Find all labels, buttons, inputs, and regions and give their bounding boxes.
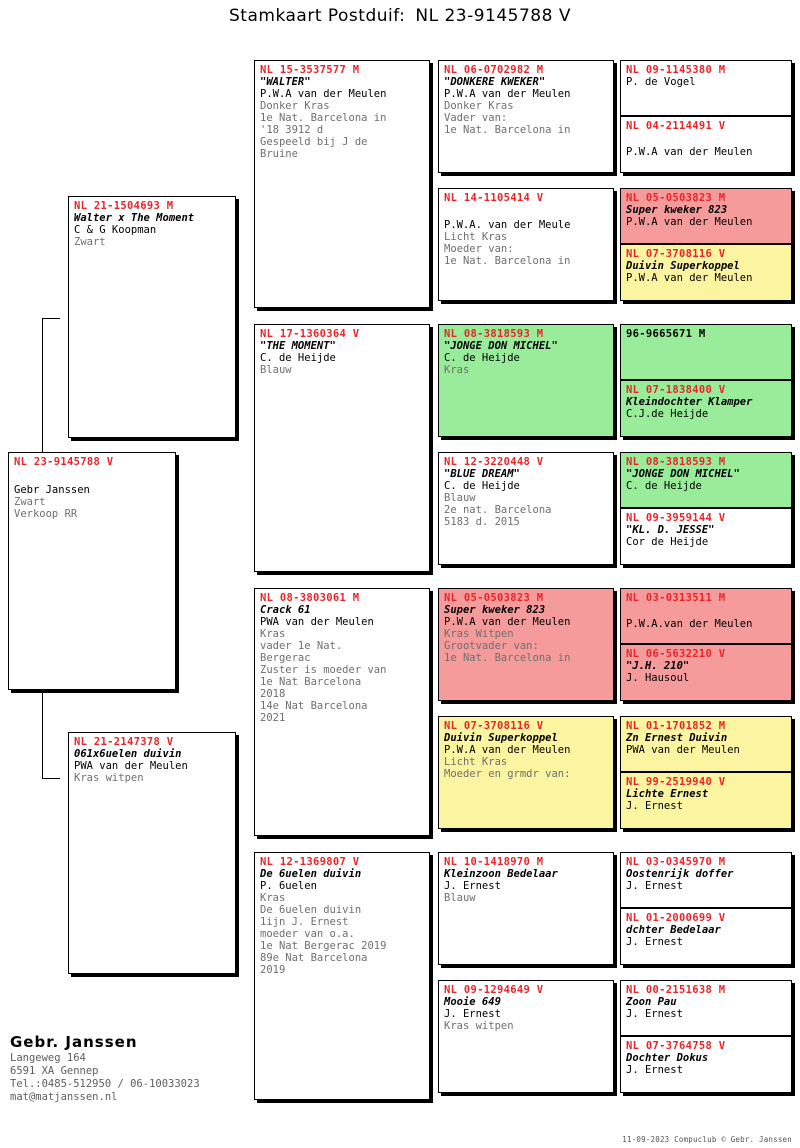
credit-line: 11-09-2023 Compuclub © Gebr. Janssen: [622, 1135, 792, 1144]
gen1-dam-line-1: Kras witpen: [74, 772, 144, 784]
gen2-3-line-2: De 6uelen duivin: [260, 904, 362, 916]
gen1-dam-ring: NL 21-2147378 V: [74, 736, 174, 748]
gen4-4-bottom-line-0: J. Hausoul: [626, 672, 690, 684]
gen4-5-bottom-ring: NL 99-2519940 V: [626, 776, 726, 788]
gen4-1-top-line-0: P.W.A van der Meulen: [626, 216, 753, 228]
subject-line-1: Zwart: [14, 496, 46, 508]
gen4-7-top-line-0: J. Ernest: [626, 1008, 683, 1020]
connector: [42, 778, 60, 779]
gen4-box-3-top: [620, 452, 792, 508]
gen4-2-bottom-line-0: C.J.de Heijde: [626, 408, 709, 420]
gen2-3-line-3: 1ijn J. Ernest: [260, 916, 349, 928]
gen4-5-bottom-name: Lichte Ernest: [626, 788, 709, 800]
gen3-0-line-3: 1e Nat. Barcelona in: [444, 124, 571, 136]
gen4-1-top-ring: NL 05-0503823 M: [626, 192, 726, 204]
gen4-0-top-line-0: P. de Vogel: [626, 76, 696, 88]
gen4-2-top-ring: 96-9665671 M: [626, 328, 706, 340]
gen4-box-2-bottom: [620, 380, 792, 437]
footer-line-0: Langeweg 164: [10, 1052, 86, 1064]
gen3-6-line-1: Blauw: [444, 892, 476, 904]
footer-line-2: Tel.:0485-512950 / 06-10033023: [10, 1078, 200, 1090]
gen4-box-3-bottom: [620, 508, 792, 565]
gen2-0-name: "WALTER": [260, 76, 311, 88]
gen3-3-name: "BLUE DREAM": [444, 468, 520, 480]
gen3-1-line-3: 1e Nat. Barcelona in: [444, 255, 571, 267]
gen3-box-7: [438, 980, 614, 1093]
gen3-7-line-1: Kras witpen: [444, 1020, 514, 1032]
gen4-box-6-bottom: [620, 908, 792, 965]
gen4-4-top-line-0: P.W.A.van der Meulen: [626, 618, 753, 630]
gen2-box-2: [254, 588, 430, 836]
gen4-5-bottom-line-0: J. Ernest: [626, 800, 683, 812]
gen3-0-line-2: Vader van:: [444, 112, 508, 124]
gen2-2-line-0: PWA van der Meulen: [260, 616, 374, 628]
gen2-1-line-1: Blauw: [260, 364, 292, 376]
gen2-box-3: [254, 852, 430, 1100]
gen2-2-ring: NL 08-3803061 M: [260, 592, 360, 604]
gen2-2-line-7: 14e Nat Barcelona: [260, 700, 368, 712]
gen4-1-bottom-ring: NL 07-3708116 V: [626, 248, 726, 260]
gen4-2-bottom-name: Kleindochter Klamper: [626, 396, 753, 408]
gen2-3-line-7: 2019: [260, 964, 286, 976]
gen4-box-1-bottom: [620, 244, 792, 301]
gen3-box-0: [438, 60, 614, 173]
subject-line-2: Verkoop RR: [14, 508, 78, 520]
gen4-0-top-ring: NL 09-1145380 M: [626, 64, 726, 76]
gen3-box-3: [438, 452, 614, 565]
gen3-3-line-1: Blauw: [444, 492, 476, 504]
gen4-1-top-name: Super kweker 823: [626, 204, 728, 216]
gen3-1-ring: NL 14-1105414 V: [444, 192, 544, 204]
gen2-0-line-1: Donker Kras: [260, 100, 330, 112]
gen4-box-7-top: [620, 980, 792, 1036]
gen2-3-line-1: Kras: [260, 892, 286, 904]
gen4-3-bottom-ring: NL 09-3959144 V: [626, 512, 726, 524]
gen3-2-ring: NL 08-3818593 M: [444, 328, 544, 340]
gen4-4-bottom-name: "J.H. 210": [626, 660, 690, 672]
gen1-box-dam: [68, 732, 236, 974]
gen3-box-1: [438, 188, 614, 301]
gen3-0-line-0: P.W.A van der Meulen: [444, 88, 571, 100]
gen3-2-line-0: C. de Heijde: [444, 352, 520, 364]
gen4-4-top-ring: NL 03-0313511 M: [626, 592, 726, 604]
subject-line-0: Gebr Janssen: [14, 484, 90, 496]
gen4-7-bottom-ring: NL 07-3764758 V: [626, 1040, 726, 1052]
page-title: [0, 6, 800, 26]
gen4-3-top-line-0: C. de Heijde: [626, 480, 702, 492]
gen3-0-name: "DONKERE KWEKER": [444, 76, 546, 88]
subject-box: [8, 452, 176, 690]
gen4-6-bottom-line-0: J. Ernest: [626, 936, 683, 948]
gen1-box-sire: [68, 196, 236, 438]
gen4-0-bottom-line-0: P.W.A van der Meulen: [626, 146, 753, 158]
gen4-7-bottom-name: Dochter Dokus: [626, 1052, 709, 1064]
gen1-dam-name: 061x6uelen duivin: [74, 748, 182, 760]
gen3-3-line-3: 5183 d. 2015: [444, 516, 520, 528]
gen3-4-line-2: Grootvader van:: [444, 640, 539, 652]
gen3-1-line-0: P.W.A. van der Meule: [444, 219, 571, 231]
gen4-box-4-bottom: [620, 644, 792, 701]
gen3-1-line-2: Moeder van:: [444, 243, 514, 255]
gen2-3-line-6: 89e Nat Barcelona: [260, 952, 368, 964]
gen4-box-5-top: [620, 716, 792, 772]
gen1-sire-name: Walter x The Moment: [74, 212, 195, 224]
gen3-box-4: [438, 588, 614, 701]
gen3-6-name: Kleinzoon Bedelaar: [444, 868, 558, 880]
gen4-1-bottom-line-0: P.W.A van der Meulen: [626, 272, 753, 284]
gen2-3-ring: NL 12-1369807 V: [260, 856, 360, 868]
gen3-0-line-1: Donker Kras: [444, 100, 514, 112]
page-title-prefix: Stamkaart Postduif:: [229, 6, 406, 26]
gen3-4-ring: NL 05-0503823 M: [444, 592, 544, 604]
gen3-box-2: [438, 324, 614, 437]
gen3-5-line-2: Moeder en grmdr van:: [444, 768, 571, 780]
gen3-5-line-0: P.W.A van der Meulen: [444, 744, 571, 756]
gen1-dam-line-0: PWA van der Meulen: [74, 760, 188, 772]
gen2-1-name: "THE MOMENT": [260, 340, 336, 352]
gen4-0-bottom-ring: NL 04-2114491 V: [626, 120, 726, 132]
gen2-2-name: Crack 61: [260, 604, 311, 616]
gen4-box-6-top: [620, 852, 792, 908]
footer-line-1: 6591 XA Gennep: [10, 1065, 99, 1077]
gen2-3-line-0: P. 6uelen: [260, 880, 317, 892]
gen4-3-bottom-name: "KL. D. JESSE": [626, 524, 715, 536]
gen3-box-5: [438, 716, 614, 829]
gen3-6-ring: NL 10-1418970 M: [444, 856, 544, 868]
gen3-2-name: "JONGE DON MICHEL": [444, 340, 558, 352]
gen4-box-7-bottom: [620, 1036, 792, 1093]
gen3-0-ring: NL 06-0702982 M: [444, 64, 544, 76]
gen3-6-line-0: J. Ernest: [444, 880, 501, 892]
gen1-sire-line-0: C & G Koopman: [74, 224, 157, 236]
gen2-2-line-8: 2021: [260, 712, 286, 724]
page-title-ring: NL 23-9145788 V: [415, 6, 571, 26]
gen3-7-name: Mooie 649: [444, 996, 501, 1008]
gen4-box-0-top: [620, 60, 792, 116]
gen2-2-line-4: Zuster is moeder van: [260, 664, 387, 676]
gen3-4-name: Super kweker 823: [444, 604, 546, 616]
gen2-1-ring: NL 17-1360364 V: [260, 328, 360, 340]
gen3-7-line-0: J. Ernest: [444, 1008, 501, 1020]
gen4-7-top-name: Zoon Pau: [626, 996, 677, 1008]
gen2-2-line-3: Bergerac: [260, 652, 311, 664]
footer: [10, 1033, 200, 1104]
gen2-box-0: [254, 60, 430, 308]
gen4-6-top-line-0: J. Ernest: [626, 880, 683, 892]
gen4-5-top-name: Zn Ernest Duivin: [626, 732, 728, 744]
gen2-0-line-2: 1e Nat. Barcelona in: [260, 112, 387, 124]
gen4-6-top-name: Oostenrijk doffer: [626, 868, 734, 880]
gen2-1-line-0: C. de Heijde: [260, 352, 336, 364]
gen4-box-2-top: [620, 324, 792, 380]
subject-ring: NL 23-9145788 V: [14, 456, 114, 468]
gen4-6-bottom-name: dchter Bedelaar: [626, 924, 721, 936]
gen4-3-bottom-line-0: Cor de Heijde: [626, 536, 709, 548]
gen2-3-line-5: 1e Nat Bergerac 2019: [260, 940, 387, 952]
gen3-4-line-0: P.W.A van der Meulen: [444, 616, 571, 628]
gen2-2-line-5: 1e Nat Barcelona: [260, 676, 362, 688]
footer-line-3: mat@matjanssen.nl: [10, 1091, 118, 1103]
gen2-0-line-3: '18 3912 d: [260, 124, 324, 136]
gen4-6-bottom-ring: NL 01-2000699 V: [626, 912, 726, 924]
gen3-3-ring: NL 12-3220448 V: [444, 456, 544, 468]
gen3-5-line-1: Licht Kras: [444, 756, 508, 768]
gen2-2-line-1: Kras: [260, 628, 286, 640]
gen3-7-ring: NL 09-1294649 V: [444, 984, 544, 996]
gen3-3-line-0: C. de Heijde: [444, 480, 520, 492]
gen2-0-line-5: Bruine: [260, 148, 298, 160]
gen1-sire-ring: NL 21-1504693 M: [74, 200, 174, 212]
gen4-3-top-name: "JONGE DON MICHEL": [626, 468, 740, 480]
gen4-6-top-ring: NL 03-0345970 M: [626, 856, 726, 868]
gen4-7-top-ring: NL 00-2151638 M: [626, 984, 726, 996]
gen2-0-line-4: Gespeeld bij J de: [260, 136, 368, 148]
gen4-2-bottom-ring: NL 07-1838400 V: [626, 384, 726, 396]
gen4-5-top-ring: NL 01-1701852 M: [626, 720, 726, 732]
gen3-5-name: Duivin Superkoppel: [444, 732, 558, 744]
gen1-sire-line-1: Zwart: [74, 236, 106, 248]
gen4-box-0-bottom: [620, 116, 792, 173]
gen3-1-line-1: Licht Kras: [444, 231, 508, 243]
connector: [42, 318, 60, 319]
gen2-2-line-6: 2018: [260, 688, 286, 700]
gen3-4-line-3: 1e Nat. Barcelona in: [444, 652, 571, 664]
gen2-3-line-4: moeder van o.a.: [260, 928, 355, 940]
gen3-box-6: [438, 852, 614, 965]
gen3-2-line-1: Kras: [444, 364, 470, 376]
gen4-box-1-top: [620, 188, 792, 244]
gen4-3-top-ring: NL 08-3818593 M: [626, 456, 726, 468]
gen4-box-5-bottom: [620, 772, 792, 829]
gen3-5-ring: NL 07-3708116 V: [444, 720, 544, 732]
gen3-3-line-2: 2e nat. Barcelona: [444, 504, 552, 516]
gen2-2-line-2: vader 1e Nat.: [260, 640, 343, 652]
gen4-1-bottom-name: Duivin Superkoppel: [626, 260, 740, 272]
gen4-7-bottom-line-0: J. Ernest: [626, 1064, 683, 1076]
gen4-5-top-line-0: PWA van der Meulen: [626, 744, 740, 756]
gen4-4-bottom-ring: NL 06-5632210 V: [626, 648, 726, 660]
gen2-0-ring: NL 15-3537577 M: [260, 64, 360, 76]
gen2-box-1: [254, 324, 430, 572]
gen3-4-line-1: Kras Witpen: [444, 628, 514, 640]
gen2-0-line-0: P.W.A van der Meulen: [260, 88, 387, 100]
gen2-3-name: De 6uelen duivin: [260, 868, 362, 880]
footer-name: Gebr. Janssen: [10, 1033, 138, 1051]
gen4-box-4-top: [620, 588, 792, 644]
